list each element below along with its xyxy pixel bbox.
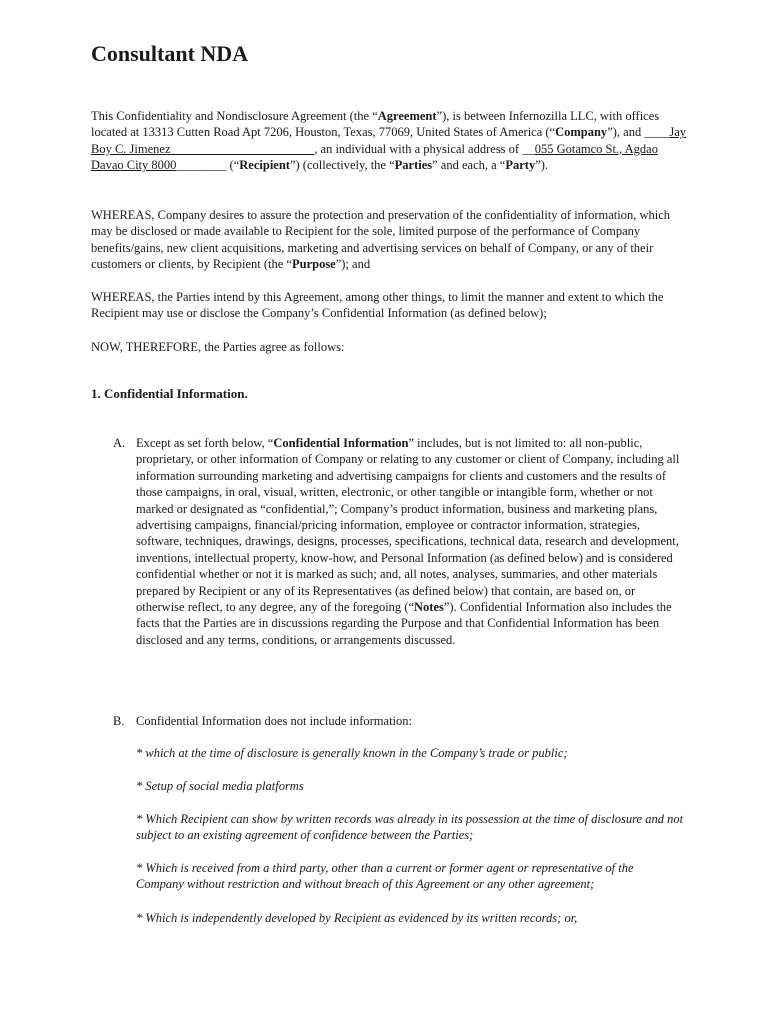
whereas-paragraph-1: WHEREAS, Company desires to assure the protection and preservation of the confidentiality of information, which may be disclosed or made available to Recipient for the sole, limited purpose of the performance of Company benefits/gains, new client acquisitions, marketing and advertising services on behalf of Company, or any of their customers or clients, by Recipient (the “Purpose”); and [91,208,671,272]
recipient-address: 055 Gotamco St., Agdao Davao City 8000 [91,141,658,173]
term-recipient: Recipient [239,158,290,173]
term-agreement: Agreement [377,109,437,123]
recipient-name: Jay Boy C. Jimenez_______________________ [91,125,686,156]
exclusion-item: * Which is received from a third party, other than a current or former agent or representative of the Company without restriction and without breach of this Agreement or any other agreement; [136,861,634,892]
term-purpose: Purpose [291,257,336,272]
exclusion-item: * Which Recipient can show by written records was already in its possession at the time of disclosure and not subject to an existing agreement of confidence between the Parties; [136,812,684,843]
now-therefore-paragraph: NOW, THEREFORE, the Parties agree as follows: [91,340,345,354]
term-notes: Notes [414,600,444,615]
item-b-label: B. [113,714,125,728]
term-company: Company [555,125,608,140]
intro-paragraph: This Confidentiality and Nondisclosure Agreement (the “Agreement”), is between Infernozilla LLC, with offices located at 13313 Cutten Road Apt 7206, Houston, Texas, 77069, United States of America (“Company”), and ____Jay Boy C. Jimenez_______________________, an individual with a physical address of __055 Gotamco St., Agdao Davao City 8000________ (“Recipient”) (collectively, the “Parties” and each, a “Party”). [91,109,686,173]
item-a-text: Except as set forth below, “Confidential Information” includes, but is not limited to: all non-public, proprietary, or other information of Company or relating to any customer or client of Company, including all information surrounding marketing and advertising campaigns for clients and customers and the results of those campaigns, in oral, visual, written, electronic, or other tangible or intangible form, whether or not marked or designated as “confidential,”; Company’s product information, business and marketing plans, advertising campaigns, financial/pricing information, employee or contractor information, strategies, software, techniques, drawings, designs, processes, specifications, technical data, research and development, inventions, intellectual property, know-how, and Personal Information (as defined below) and is considered confidential whether or not it is marked as such; and, all notes, analyses, summaries, and other materials prepared by Recipient or any of its Representatives (as defined below) that contain, are based on, or otherwise reflect, to any degree, any of the foregoing (“Notes”). Confidential Information also includes the facts that the Parties are in discussions regarding the Purpose and that Confidential Information has been disclosed and any terms, conditions, or arrangements discussed. [136,436,680,647]
exclusion-item: * Setup of social media platforms [136,779,304,793]
exclusion-item: * which at the time of disclosure is generally known in the Company’s trade or public; [136,746,568,760]
exclusion-item: * Which is independently developed by Recipient as evidenced by its written records; or, [136,911,578,925]
item-b-text: Confidential Information does not include information: [136,714,412,728]
item-a-label: A. [113,436,126,450]
term-confidential-information: Confidential Information [273,436,409,450]
section-heading: 1. Confidential Information. [91,386,248,401]
term-party: Party [505,158,536,173]
whereas-paragraph-2: WHEREAS, the Parties intend by this Agreement, among other things, to limit the manner and extent to which the Recipient may use or disclose the Company’s Confidential Information (as defined below); [91,290,664,321]
document-title: Consultant NDA [91,41,249,66]
term-parties: Parties [394,158,433,173]
